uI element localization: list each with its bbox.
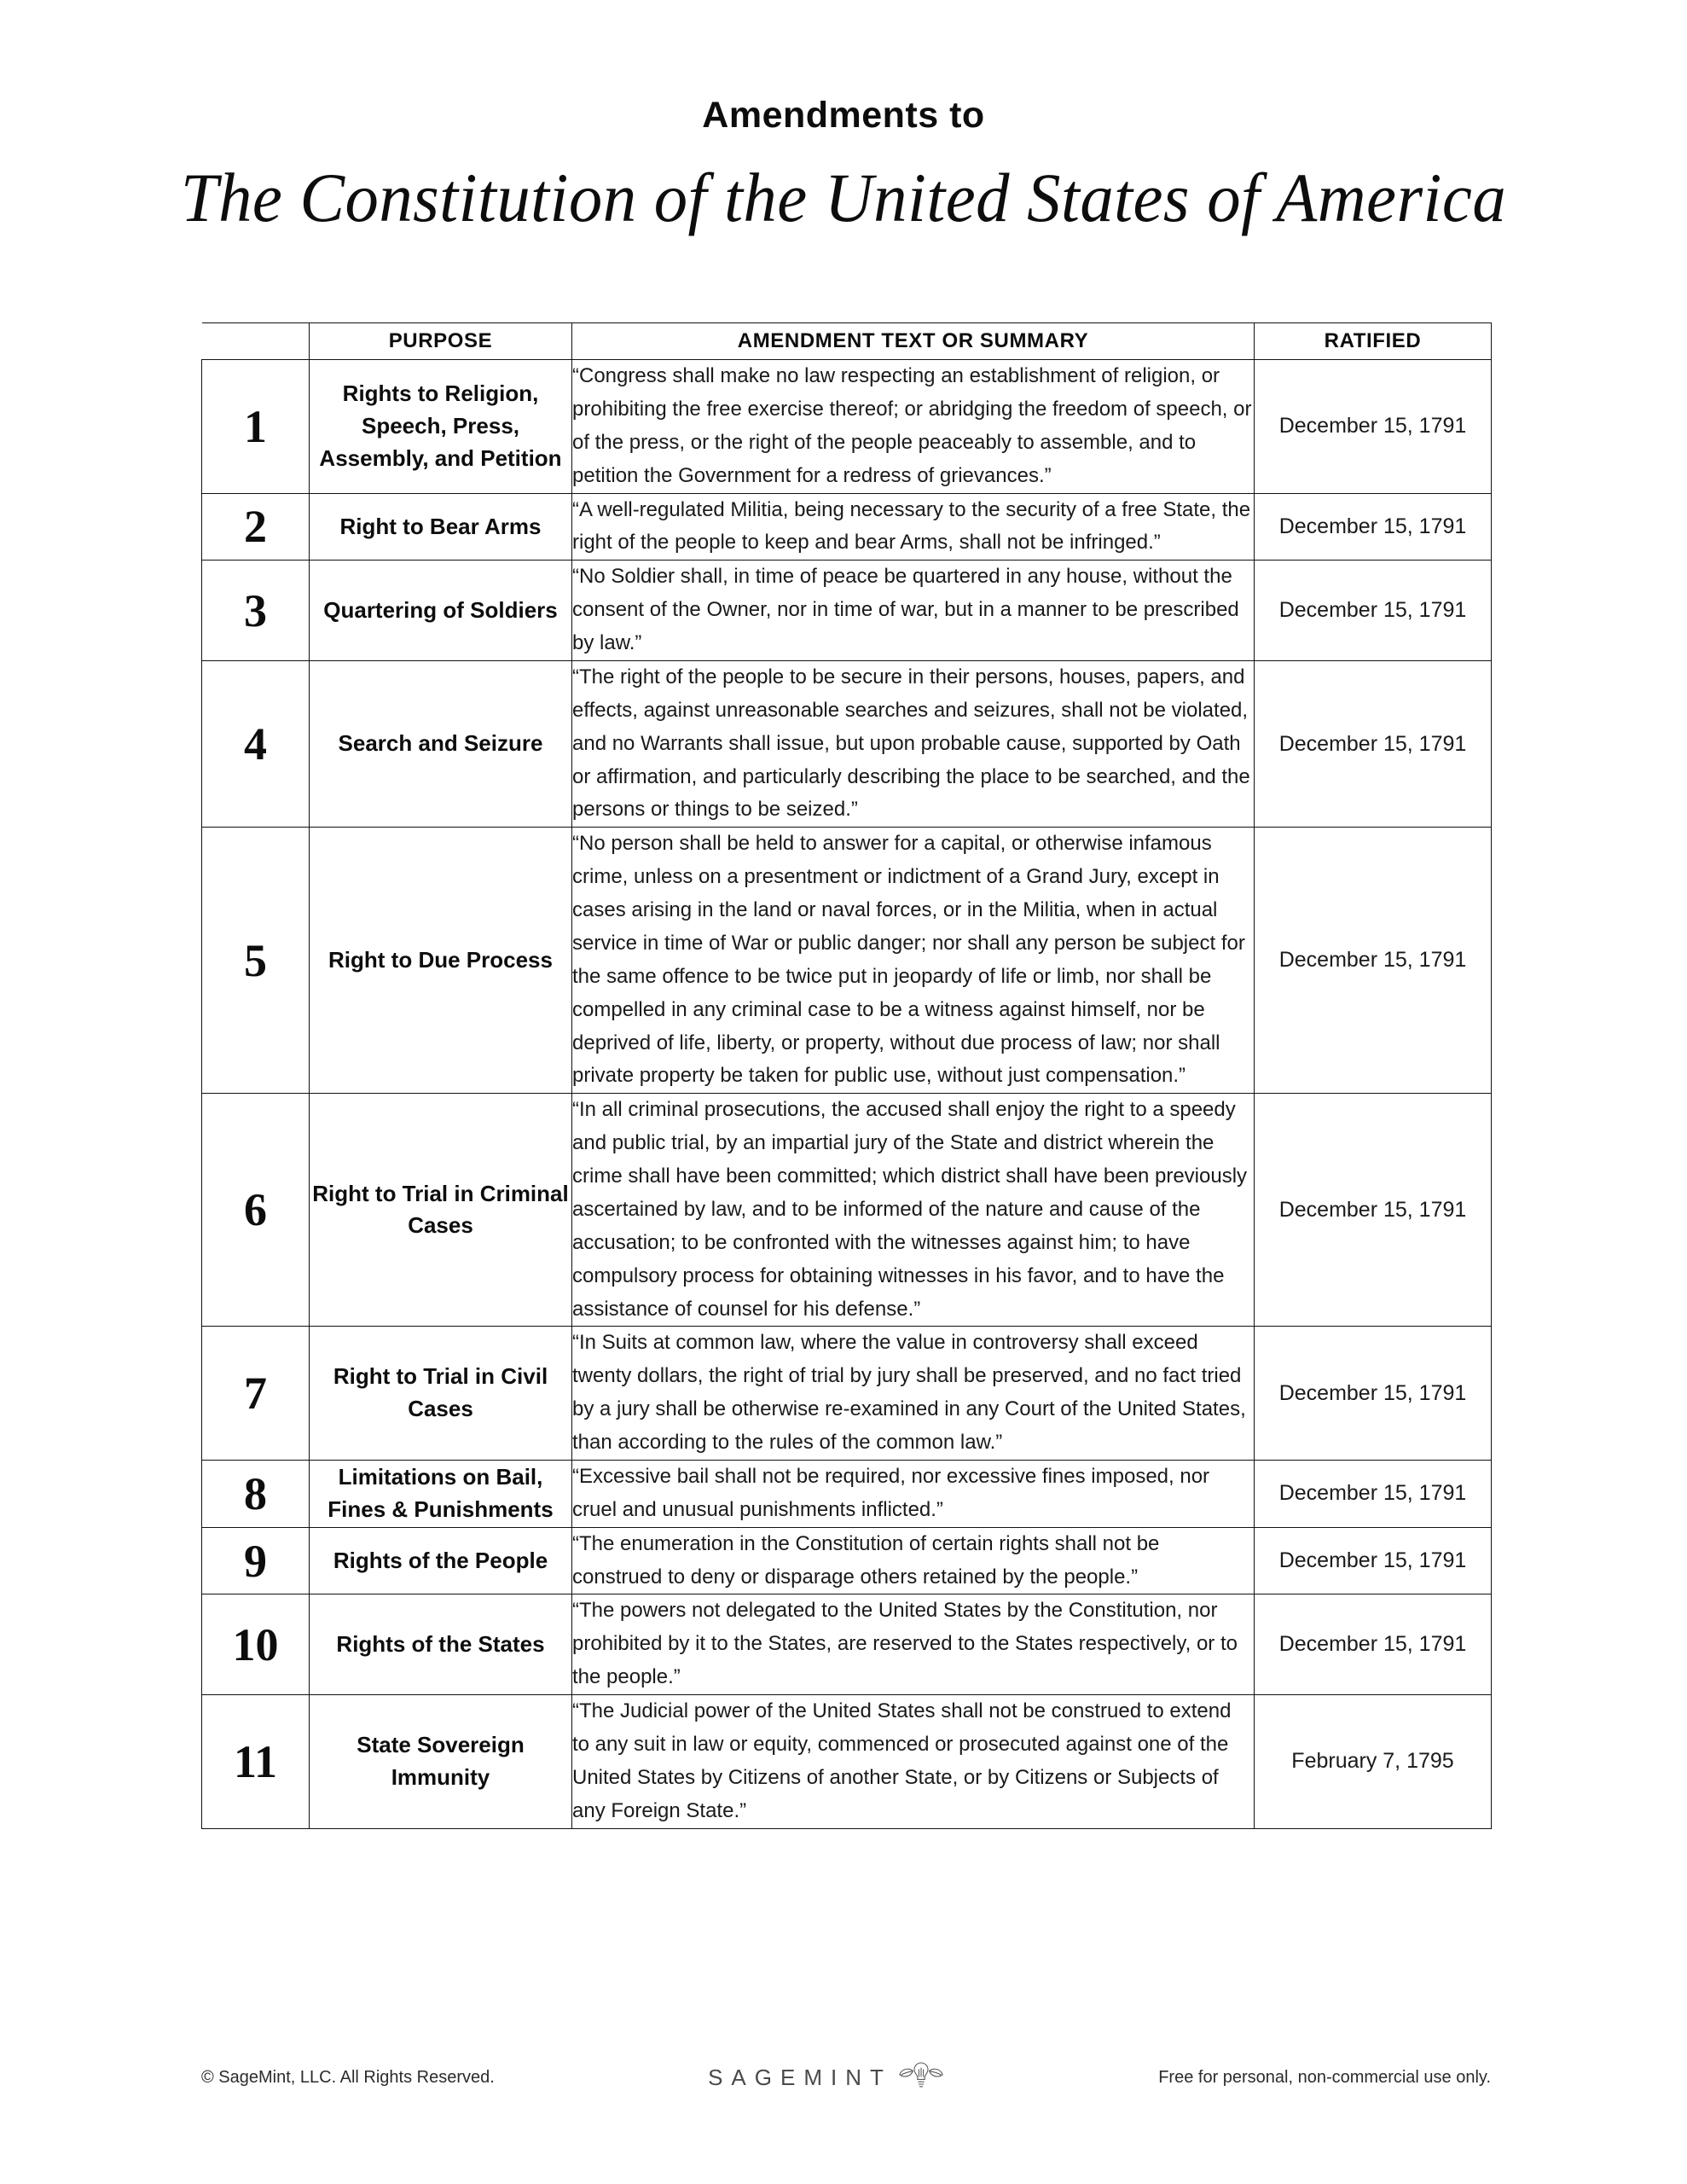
amendment-ratified-date: December 15, 1791 xyxy=(1255,493,1492,561)
amendment-purpose: Search and Seizure xyxy=(310,660,572,827)
amendment-text: “Excessive bail shall not be required, nor excessive fines imposed, nor cruel and unusual punishments inflicted.” xyxy=(572,1460,1255,1527)
table-row xyxy=(202,1327,1492,1461)
amendment-number: 5 xyxy=(202,828,310,1094)
amendment-ratified-date: December 15, 1791 xyxy=(1255,561,1492,661)
brand-wordmark: SAGEMINT xyxy=(708,2064,892,2090)
amendment-purpose: Right to Trial in Criminal Cases xyxy=(310,1094,572,1327)
footer-usage-note: Free for personal, non-commercial use only. xyxy=(1158,2067,1491,2087)
table-row xyxy=(202,1460,1492,1527)
amendment-purpose: Right to Due Process xyxy=(310,828,572,1094)
amendment-text: “The Judicial power of the United States shall not be construed to extend to any suit in law or equity, commenced or prosecuted against one of the United States by Citizens of another State, or by Citizens or Subjects of any Foreign State.” xyxy=(572,1695,1255,1829)
table-row xyxy=(202,1094,1492,1327)
table-row xyxy=(202,1695,1492,1829)
table-row xyxy=(202,1594,1492,1695)
document-title-block xyxy=(0,0,1687,239)
amendment-purpose: Quartering of Soldiers xyxy=(310,561,572,661)
amendment-number: 1 xyxy=(202,360,310,494)
amendment-number: 11 xyxy=(202,1695,310,1829)
table-row xyxy=(202,1527,1492,1594)
footer-copyright: © SageMint, LLC. All Rights Reserved. xyxy=(201,2067,495,2087)
amendment-ratified-date: December 15, 1791 xyxy=(1255,1527,1492,1594)
page-footer xyxy=(201,2060,1491,2094)
amendment-number: 6 xyxy=(202,1094,310,1327)
amendment-purpose: State Sovereign Immunity xyxy=(310,1695,572,1829)
table-header xyxy=(202,323,1492,360)
amendment-purpose: Right to Bear Arms xyxy=(310,493,572,561)
amendment-purpose: Rights of the People xyxy=(310,1527,572,1594)
table-header-row xyxy=(202,323,1492,360)
page-title: The Constitution of the United States of America xyxy=(180,159,1507,237)
amendment-ratified-date: December 15, 1791 xyxy=(1255,660,1492,827)
amendment-ratified-date: December 15, 1791 xyxy=(1255,1460,1492,1527)
table-row xyxy=(202,828,1492,1094)
column-header-ratified: RATIFIED xyxy=(1255,323,1492,360)
amendment-number: 2 xyxy=(202,493,310,561)
amendment-number: 4 xyxy=(202,660,310,827)
amendments-table xyxy=(201,322,1492,1829)
amendment-purpose: Rights to Religion, Speech, Press, Assembly, and Petition xyxy=(310,360,572,494)
amendment-purpose: Limitations on Bail, Fines & Punishments xyxy=(310,1460,572,1527)
column-header-purpose: PURPOSE xyxy=(310,323,572,360)
amendment-number: 9 xyxy=(202,1527,310,1594)
table-row xyxy=(202,360,1492,494)
table-row xyxy=(202,561,1492,661)
footer-brand xyxy=(495,2060,1158,2094)
amendment-text: “A well-regulated Militia, being necessary to the security of a free State, the right of the people to keep and bear Arms, shall not be infringed.” xyxy=(572,493,1255,561)
amendment-number: 10 xyxy=(202,1594,310,1695)
amendment-number: 3 xyxy=(202,561,310,661)
amendment-text: “The powers not delegated to the United States by the Constitution, nor prohibited by it to the States, are reserved to the States respectively, or to the people.” xyxy=(572,1594,1255,1695)
table-body xyxy=(202,360,1492,1829)
amendment-number: 8 xyxy=(202,1460,310,1527)
amendment-text: “In Suits at common law, where the value in controversy shall exceed twenty dollars, the right of trial by jury shall be preserved, and no fact tried by a jury shall be otherwise re-examined in any Court of the United States, than according to the rules of the common law.” xyxy=(572,1327,1255,1461)
amendment-text: “Congress shall make no law respecting an establishment of religion, or prohibiting the free exercise thereof; or abridging the freedom of speech, or of the press, or the right of the people peaceably to assemble, and to petition the Government for a redress of grievances.” xyxy=(572,360,1255,494)
lightbulb-leaves-icon xyxy=(897,2060,945,2094)
amendment-text: “In all criminal prosecutions, the accused shall enjoy the right to a speedy and public trial, by an impartial jury of the State and district wherein the crime shall have been committed; which district shall have been previously ascertained by law, and to be informed of the nature and cause of the accusation; to be confronted with the witnesses against him; to have compulsory process for obtaining witnesses in his favor, and to have the assistance of counsel for his defense.” xyxy=(572,1094,1255,1327)
amendment-text: “The right of the people to be secure in their persons, houses, papers, and effects, against unreasonable searches and seizures, shall not be violated, and no Warrants shall issue, but upon probable cause, supported by Oath or affirmation, and particularly describing the place to be searched, and the persons or things to be seized.” xyxy=(572,660,1255,827)
amendment-ratified-date: December 15, 1791 xyxy=(1255,828,1492,1094)
amendment-purpose: Right to Trial in Civil Cases xyxy=(310,1327,572,1461)
table-row xyxy=(202,660,1492,827)
amendment-text: “The enumeration in the Constitution of certain rights shall not be construed to deny or disparage others retained by the people.” xyxy=(572,1527,1255,1594)
amendment-ratified-date: December 15, 1791 xyxy=(1255,360,1492,494)
amendment-ratified-date: February 7, 1795 xyxy=(1255,1695,1492,1829)
amendment-text: “No person shall be held to answer for a capital, or otherwise infamous crime, unless on a presentment or indictment of a Grand Jury, except in cases arising in the land or naval forces, or in the Militia, when in actual service in time of War or public danger; nor shall any person be subject for the same offence to be twice put in jeopardy of life or limb, nor shall be compelled in any criminal case to be a witness against himself, nor be deprived of life, liberty, or property, without due process of law; nor shall private property be taken for public use, without just compensation.” xyxy=(572,828,1255,1094)
amendment-text: “No Soldier shall, in time of peace be quartered in any house, without the consent of the Owner, nor in time of war, but in a manner to be prescribed by law.” xyxy=(572,561,1255,661)
title-kicker: Amendments to xyxy=(702,95,985,136)
column-header-text: AMENDMENT TEXT OR SUMMARY xyxy=(572,323,1255,360)
column-header-number xyxy=(202,323,310,360)
amendment-ratified-date: December 15, 1791 xyxy=(1255,1594,1492,1695)
amendment-ratified-date: December 15, 1791 xyxy=(1255,1094,1492,1327)
amendment-number: 7 xyxy=(202,1327,310,1461)
table-row xyxy=(202,493,1492,561)
amendment-purpose: Rights of the States xyxy=(310,1594,572,1695)
amendments-table-wrap xyxy=(201,322,1491,1829)
amendment-ratified-date: December 15, 1791 xyxy=(1255,1327,1492,1461)
